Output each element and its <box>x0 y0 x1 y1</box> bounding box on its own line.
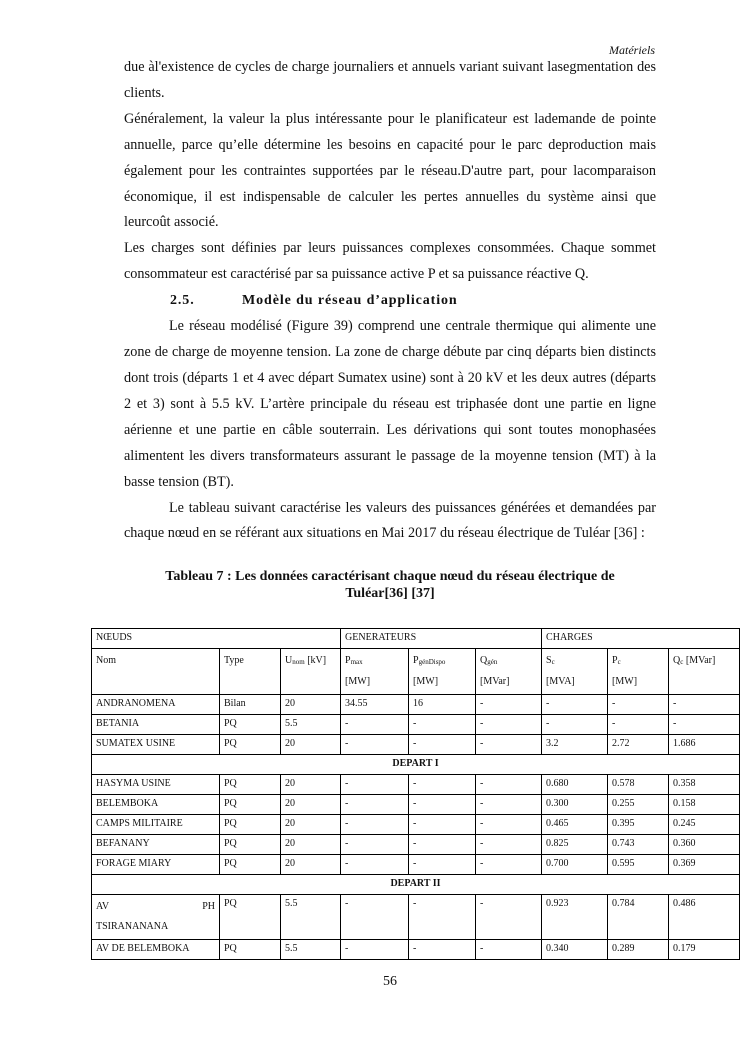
cell-line <box>96 897 215 917</box>
table-cell: - <box>669 715 740 735</box>
table-cell: HASYMA USINE <box>92 775 220 795</box>
depart-group-row <box>92 755 740 775</box>
table-cell: - <box>409 735 476 755</box>
table-cell: - <box>476 735 542 755</box>
table-cell: - <box>341 940 409 960</box>
table-cell: 1.686 <box>669 735 740 755</box>
table-cell: 0.300 <box>542 795 608 815</box>
table-row <box>92 855 740 875</box>
table-cell: - <box>542 695 608 715</box>
table-column-header-row <box>92 649 740 695</box>
table-cell: 16 <box>409 695 476 715</box>
table-cell: PQ <box>220 735 281 755</box>
paragraph: Les charges sont définies par leurs puissances complexes consommées. Chaque sommet consommateur est caractérisé par sa puissance active P et sa puissance réactive Q. <box>124 240 656 283</box>
table-row <box>92 775 740 795</box>
unit: [MVar] <box>683 655 716 666</box>
table-cell: 34.55 <box>341 695 409 715</box>
table-row <box>92 895 740 940</box>
table-cell: 20 <box>281 815 341 835</box>
table-cell: 20 <box>281 835 341 855</box>
table-cell: 20 <box>281 855 341 875</box>
table-cell: 20 <box>281 795 341 815</box>
unit: [MW] <box>612 676 638 687</box>
table-cell: BETANIA <box>92 715 220 735</box>
node-data-table <box>91 628 740 960</box>
cell-line: TSIRANANANA <box>96 921 169 932</box>
column-header <box>542 649 608 695</box>
table-group-header-row <box>92 629 740 649</box>
table-cell: 0.358 <box>669 775 740 795</box>
table-cell: PQ <box>220 895 281 940</box>
depart-label: DEPART II <box>92 875 740 895</box>
table-row <box>92 715 740 735</box>
table-cell: - <box>476 855 542 875</box>
table-cell: - <box>341 795 409 815</box>
table-cell: - <box>409 895 476 940</box>
table-cell <box>92 895 220 940</box>
table-cell: 0.743 <box>608 835 669 855</box>
table-cell: 0.680 <box>542 775 608 795</box>
table-cell: - <box>409 855 476 875</box>
table-cell: - <box>669 695 740 715</box>
symbol: Q <box>480 655 488 666</box>
depart-label: DEPART I <box>92 755 740 775</box>
table-row <box>92 795 740 815</box>
column-header: Type <box>220 649 281 695</box>
table-cell: 0.369 <box>669 855 740 875</box>
table-cell: - <box>341 895 409 940</box>
table-cell: - <box>476 815 542 835</box>
paragraph: Le réseau modélisé (Figure 39) comprend une centrale thermique qui alimente une zone de charge de moyenne tension. La zone de charge débute par cinq départs bien distincts dont trois (départs 1 et 4 avec départ Sumatex usine) sont à 20 kV et les deux autres (départs 2 et 3) sont à 5.5 kV. L’artère principale du réseau est triphasée dont une partie en ligne aérienne et une partie en câble souterrain. Les dérivations qui sont toutes monophasées alimentent les divers transformateurs assurant le passage de la moyenne tension (MT) à la basse tension (BT). <box>124 318 656 490</box>
table-cell: AV DE BELEMBOKA <box>92 940 220 960</box>
table-cell: - <box>608 695 669 715</box>
body-text <box>124 55 656 547</box>
table-row <box>92 835 740 855</box>
table-cell: - <box>476 715 542 735</box>
table-cell: 0.340 <box>542 940 608 960</box>
symbol: P <box>413 655 419 666</box>
table-cell: BELEMBOKA <box>92 795 220 815</box>
subscript: c <box>617 658 621 666</box>
paragraph: Le tableau suivant caractérise les valeurs des puissances générées et demandées par chaque nœud en se référant aux situations en Mai 2017 du réseau électrique de Tuléar [36] : <box>124 499 656 542</box>
cell-word: PH <box>202 901 215 912</box>
table-cell: - <box>409 775 476 795</box>
symbol: S <box>546 655 552 666</box>
table-row <box>92 695 740 715</box>
table-cell: - <box>476 835 542 855</box>
table-cell: 0.158 <box>669 795 740 815</box>
table-cell: Bilan <box>220 695 281 715</box>
column-header <box>409 649 476 695</box>
table-cell: 0.245 <box>669 815 740 835</box>
section-heading <box>124 288 656 314</box>
table-cell: 0.255 <box>608 795 669 815</box>
table-cell: - <box>341 815 409 835</box>
page-number: 56 <box>383 974 397 989</box>
column-header <box>341 649 409 695</box>
table-cell: - <box>341 855 409 875</box>
table-cell: 0.578 <box>608 775 669 795</box>
table-cell: - <box>409 715 476 735</box>
table-cell: PQ <box>220 835 281 855</box>
column-header <box>281 649 341 695</box>
table-cell: - <box>542 715 608 735</box>
paragraph: Généralement, la valeur la plus intéressante pour le planificateur est lademande de pointe annuelle, parce qu’elle détermine les besoins en capacité pour le parc deproduction mais également pour les contraintes supportées par le réseau.D'autre part, pour lacomparaison économique, il est indispensable de calculer les pertes annuelles du système ainsi que leurcoût associé. <box>124 110 656 231</box>
group-header-generators: GENERATEURS <box>341 629 542 649</box>
subscript: c <box>551 658 555 666</box>
table-cell: 20 <box>281 775 341 795</box>
table-cell: PQ <box>220 795 281 815</box>
table-cell: - <box>608 715 669 735</box>
table-cell: - <box>341 715 409 735</box>
table-cell: 20 <box>281 735 341 755</box>
table-cell: - <box>341 835 409 855</box>
symbol: Q <box>673 655 681 666</box>
column-header <box>608 649 669 695</box>
table-cell: 5.5 <box>281 940 341 960</box>
table-cell: 0.395 <box>608 815 669 835</box>
table-cell: - <box>409 835 476 855</box>
table-cell: SUMATEX USINE <box>92 735 220 755</box>
column-header <box>669 649 740 695</box>
table-cell: 0.595 <box>608 855 669 875</box>
table-cell: - <box>341 775 409 795</box>
table-cell: - <box>409 795 476 815</box>
table-cell: 5.5 <box>281 895 341 940</box>
table-cell: - <box>476 895 542 940</box>
unit: [kV] <box>304 655 327 666</box>
table-cell: 3.2 <box>542 735 608 755</box>
table-cell: - <box>476 775 542 795</box>
table-cell: 0.923 <box>542 895 608 940</box>
subscript: max <box>350 658 363 666</box>
symbol: P <box>345 655 351 666</box>
table-caption-line: Tableau 7 : Les données caractérisant chaque nœud du réseau électrique de <box>165 569 615 584</box>
section-title: Modèle du réseau d’application <box>242 293 458 309</box>
table-caption <box>90 569 690 602</box>
table-cell: BEFANANY <box>92 835 220 855</box>
subscript: gén <box>487 658 498 666</box>
table-cell: - <box>476 695 542 715</box>
table-cell: 0.465 <box>542 815 608 835</box>
unit: [MVar] <box>480 676 510 687</box>
unit: [MW] <box>413 676 439 687</box>
table-cell: 0.784 <box>608 895 669 940</box>
table-cell: CAMPS MILITAIRE <box>92 815 220 835</box>
subscript: génDispo <box>418 658 446 666</box>
table-cell: PQ <box>220 775 281 795</box>
table-row <box>92 735 740 755</box>
table-cell: PQ <box>220 815 281 835</box>
table-cell: 0.825 <box>542 835 608 855</box>
table-cell: ANDRANOMENA <box>92 695 220 715</box>
section-number: 2.5. <box>170 293 195 309</box>
paragraph: due àl'existence de cycles de charge journaliers et annuels variant suivant lasegmentation des clients. <box>124 59 656 101</box>
table-cell: 2.72 <box>608 735 669 755</box>
table-cell: FORAGE MIARY <box>92 855 220 875</box>
table-cell: - <box>476 795 542 815</box>
table-cell: 0.179 <box>669 940 740 960</box>
unit: [MW] <box>345 676 371 687</box>
subscript: nom <box>292 658 305 666</box>
column-header <box>476 649 542 695</box>
table-cell: 0.700 <box>542 855 608 875</box>
table-cell: PQ <box>220 940 281 960</box>
table-row <box>92 940 740 960</box>
table-cell: - <box>341 735 409 755</box>
subscript: c <box>680 658 684 666</box>
cell-word: AV <box>96 901 110 912</box>
group-header-nodes: NŒUDS <box>92 629 341 649</box>
unit: [MVA] <box>546 676 575 687</box>
table-cell: 0.289 <box>608 940 669 960</box>
symbol: U <box>285 655 293 666</box>
table-cell: - <box>409 815 476 835</box>
symbol: P <box>612 655 618 666</box>
table-caption-line: Tuléar[36] [37] <box>345 585 435 601</box>
group-header-charges: CHARGES <box>542 629 740 649</box>
table-cell: PQ <box>220 855 281 875</box>
table-cell: 0.486 <box>669 895 740 940</box>
depart-group-row <box>92 875 740 895</box>
table-cell: - <box>409 940 476 960</box>
table-cell: 5.5 <box>281 715 341 735</box>
table-cell: - <box>476 940 542 960</box>
column-header: Nom <box>92 649 220 695</box>
table-cell: PQ <box>220 715 281 735</box>
running-head: Matériels <box>609 43 655 57</box>
table-cell: 0.360 <box>669 835 740 855</box>
table-row <box>92 815 740 835</box>
table-cell: 20 <box>281 695 341 715</box>
